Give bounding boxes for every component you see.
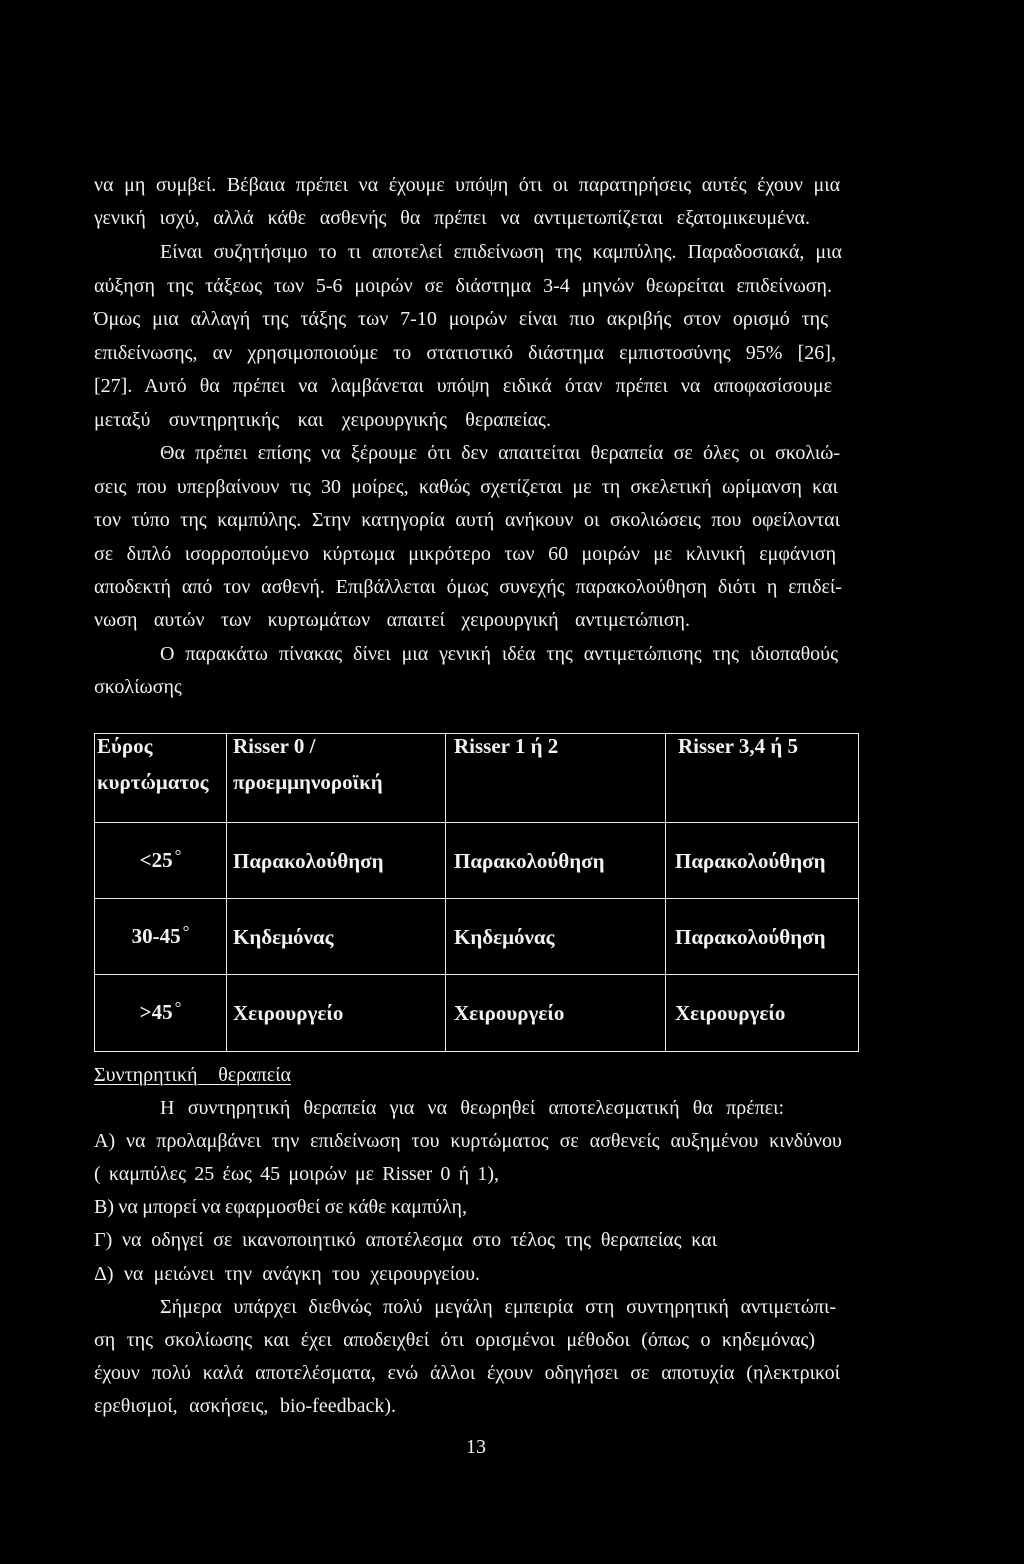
- paragraph-line: τον τύπο της καμπύλης. Στην κατηγορία αυτή ανήκουν οι σκολιώσεις που οφείλονται: [94, 509, 840, 531]
- treatment-cell: Κηδεμόνας: [446, 899, 666, 975]
- treatment-cell: Παρακολούθηση: [666, 823, 859, 899]
- header-risser-1-2: [446, 734, 666, 823]
- treatment-cell: Παρακολούθηση: [666, 899, 859, 975]
- table-row: [95, 899, 859, 975]
- header-line: Risser 3,4 ή 5: [678, 734, 799, 758]
- paragraph-line: Όμως μια αλλαγή της τάξης των 7-10 μοιρών είναι πιο ακριβής στον ορισμό της: [94, 308, 828, 330]
- table-header-row: [95, 734, 859, 823]
- curve-range-value: 30-45: [131, 923, 181, 948]
- criteria-line: Β) να μπορεί να εφαρμοσθεί σε κάθε καμπύλη,: [94, 1196, 467, 1218]
- paragraph-line: σκολίωσης: [94, 676, 182, 698]
- criteria-line: Α) να προλαμβάνει την επιδείνωση του κυρτώματος σε ασθενείς αυξημένου κινδύνου: [94, 1130, 842, 1152]
- paragraph-line: ση της σκολίωσης και έχει αποδειχθεί ότι ορισμένοι μέθοδοι (όπως ο κηδεμόνας): [94, 1329, 816, 1351]
- section-intro: Η συντηρητική θεραπεία για να θεωρηθεί αποτελεσματική θα πρέπει:: [160, 1097, 785, 1119]
- page-number: 13: [466, 1436, 486, 1458]
- treatment-table: [94, 733, 859, 1052]
- paragraph-line: έχουν πολύ καλά αποτελέσματα, ενώ άλλοι έχουν οδηγήσει σε αποτυχία (ηλεκτρικοί: [94, 1362, 841, 1384]
- treatment-cell: Κηδεμόνας: [227, 899, 446, 975]
- paragraph-line: αποδεκτή από τον ασθενή. Επιβάλλεται όμως συνεχής παρακολούθηση διότι η επιδεί-: [94, 576, 842, 598]
- header-line: Εύρος: [97, 734, 153, 758]
- treatment-cell: Χειρουργείο: [446, 975, 666, 1052]
- paragraph-line: νωση αυτών των κυρτωμάτων απαιτεί χειρουργική αντιμετώπιση.: [94, 609, 691, 631]
- section-heading: Συντηρητική θεραπεία: [94, 1064, 291, 1086]
- curve-range-cell: [95, 899, 227, 975]
- paragraph-line: να μη συμβεί. Βέβαια πρέπει να έχουμε υπόψη ότι οι παρατηρήσεις αυτές έχουν μια: [94, 174, 841, 196]
- paragraph-line: Σήμερα υπάρχει διεθνώς πολύ μεγάλη εμπειρία στη συντηρητική αντιμετώπι-: [160, 1296, 836, 1318]
- paragraph-line: ερεθισμοί, ασκήσεις, bio-feedback).: [94, 1395, 396, 1417]
- paragraph-line: αύξηση της τάξεως των 5-6 μοιρών σε διάστημα 3-4 μηνών θεωρείται επιδείνωση.: [94, 275, 833, 297]
- criteria-line: Δ) να μειώνει την ανάγκη του χειρουργείου.: [94, 1263, 481, 1285]
- header-risser-3-5: [666, 734, 859, 823]
- paragraph-line: Είναι συζητήσιμο το τι αποτελεί επιδείνωση της καμπύλης. Παραδοσιακά, μια: [160, 241, 843, 263]
- treatment-cell: Παρακολούθηση: [227, 823, 446, 899]
- paragraph-line: [27]. Αυτό θα πρέπει να λαμβάνεται υπόψη ειδικά όταν πρέπει να αποφασίσουμε: [94, 375, 833, 397]
- header-curve-range: [95, 734, 227, 823]
- header-risser-0: [227, 734, 446, 823]
- header-line: κυρτώματος: [97, 770, 209, 794]
- paragraph-line: μεταξύ συντηρητικής και χειρουργικής θεραπείας.: [94, 409, 551, 431]
- header-line: Risser 0 /: [233, 734, 316, 758]
- paragraph-line: σε διπλό ισορροπούμενο κύρτωμα μικρότερο των 60 μοιρών με κλινική εμφάνιση: [94, 543, 837, 565]
- treatment-cell: Χειρουργείο: [666, 975, 859, 1052]
- treatment-cell: Χειρουργείο: [227, 975, 446, 1052]
- paragraph-line: επιδείνωσης, αν χρησιμοποιούμε το στατιστικό διάστημα εμπιστοσύνης 95% [26],: [94, 342, 836, 364]
- curve-range-cell: [95, 975, 227, 1052]
- degree-sign: °: [174, 998, 182, 1017]
- degree-sign: °: [174, 845, 182, 865]
- curve-range-value: >45: [139, 1000, 173, 1024]
- curve-range-cell: [95, 823, 227, 899]
- paragraph-line: Ο παρακάτω πίνακας δίνει μια γενική ιδέα της αντιμετώπισης της ιδιοπαθούς: [160, 643, 839, 665]
- table-row: [95, 823, 859, 899]
- paragraph-line: Θα πρέπει επίσης να ξέρουμε ότι δεν απαιτείται θεραπεία σε όλες οι σκολιώ-: [160, 442, 841, 464]
- table-row: [95, 975, 859, 1052]
- paragraph-line: γενική ισχύ, αλλά κάθε ασθενής θα πρέπει να αντιμετωπίζεται εξατομικευμένα.: [94, 207, 811, 229]
- degree-sign: °: [182, 921, 190, 941]
- criteria-line: Γ) να οδηγεί σε ικανοποιητικό αποτέλεσμα στο τέλος της θεραπείας και: [94, 1229, 718, 1251]
- header-line: προεμμηνοροϊκή: [233, 770, 383, 794]
- curve-range-value: <25: [139, 847, 173, 872]
- criteria-line: ( καμπύλες 25 έως 45 μοιρών με Risser 0 ή 1),: [94, 1163, 499, 1185]
- paragraph-line: σεις που υπερβαίνουν τις 30 μοίρες, καθώς σχετίζεται με τη σκελετική ωρίμανση και: [94, 476, 838, 498]
- header-line: Risser 1 ή 2: [454, 734, 559, 758]
- treatment-cell: Παρακολούθηση: [446, 823, 666, 899]
